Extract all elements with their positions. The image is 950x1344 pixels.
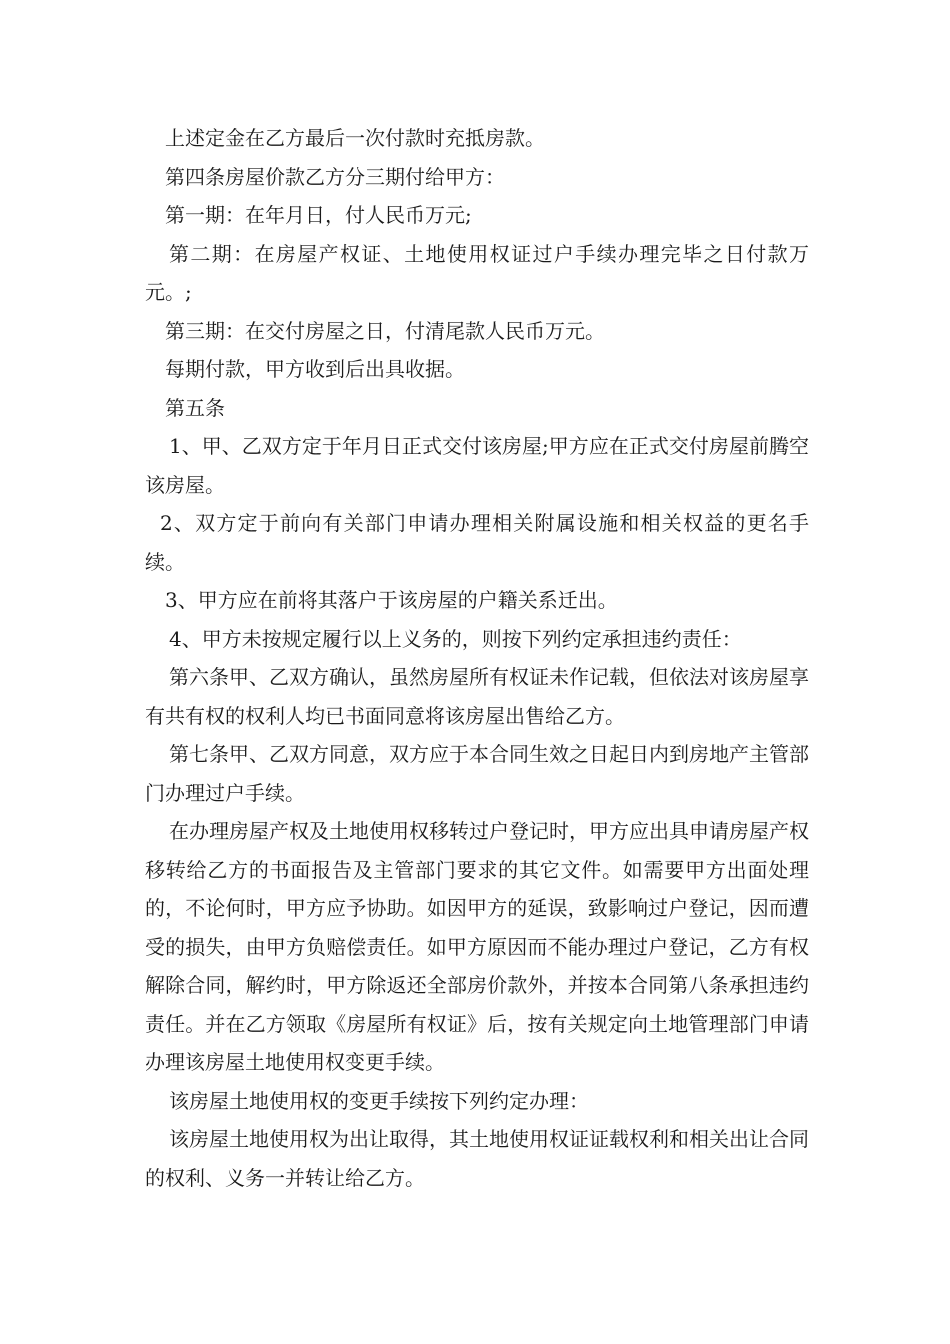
paragraph-article-5-item-2: 2、双方定于前向有关部门申请办理相关附属设施和相关权益的更名手续。 bbox=[145, 511, 809, 574]
paragraph-article-5: 第五条 bbox=[165, 395, 225, 420]
paragraph-deposit: 上述定金在乙方最后一次付款时充抵房款。 bbox=[165, 126, 545, 150]
paragraph-receipt: 每期付款，甲方收到后出具收据。 bbox=[165, 357, 465, 381]
paragraph-article-7: 第七条甲、乙双方同意，双方应于本合同生效之日起日内到房地产主管部门办理过户手续。 bbox=[145, 742, 809, 805]
paragraph-article-5-item-1: 1、甲、乙双方定于年月日正式交付该房屋;甲方应在正式交付房屋前腾空该房屋。 bbox=[145, 434, 809, 497]
paragraph-article-5-item-3: 3、甲方应在前将其落户于该房屋的户籍关系迁出。 bbox=[165, 588, 618, 612]
paragraph-land-use-transfer: 该房屋土地使用权为出让取得，其土地使用权证证载权利和相关出让合同的权利、义务一并转让给乙方。 bbox=[145, 1127, 809, 1190]
paragraph-land-use-change: 该房屋土地使用权的变更手续按下列约定办理： bbox=[169, 1088, 589, 1113]
paragraph-article-6: 第六条甲、乙双方确认，虽然房屋所有权证未作记载，但依法对该房屋享有共有权的权利人均已书面同意将该房屋出售给乙方。 bbox=[145, 665, 809, 728]
paragraph-installment-2: 第二期：在房屋产权证、土地使用权证过户手续办理完毕之日付款万元。; bbox=[145, 241, 809, 304]
paragraph-article-4: 第四条房屋价款乙方分三期付给甲方： bbox=[165, 164, 505, 189]
paragraph-transfer-registration: 在办理房屋产权及土地使用权移转过户登记时，甲方应出具申请房屋产权移转给乙方的书面报告及主管部门要求的其它文件。如需要甲方出面处理的，不论何时，甲方应予协助。如因甲方的延误，致影响过户登记，因而遭受的损失，由甲方负赔偿责任。如甲方原因而不能办理过户登记，乙方有权解除合同，解约时，甲方除返还全部房价款外，并按本合同第八条承担违约责任。并在乙方领取《房屋所有权证》后，按有关规定向土地管理部门申请办理该房屋土地使用权变更手续。 bbox=[145, 819, 809, 1074]
paragraph-installment-3: 第三期：在交付房屋之日，付清尾款人民币万元。 bbox=[165, 318, 605, 343]
paragraph-installment-1: 第一期：在年月日，付人民币万元; bbox=[165, 203, 472, 227]
paragraph-article-5-item-4: 4、甲方未按规定履行以上义务的，则按下列约定承担违约责任： bbox=[169, 626, 742, 651]
document-body bbox=[145, 119, 809, 1197]
